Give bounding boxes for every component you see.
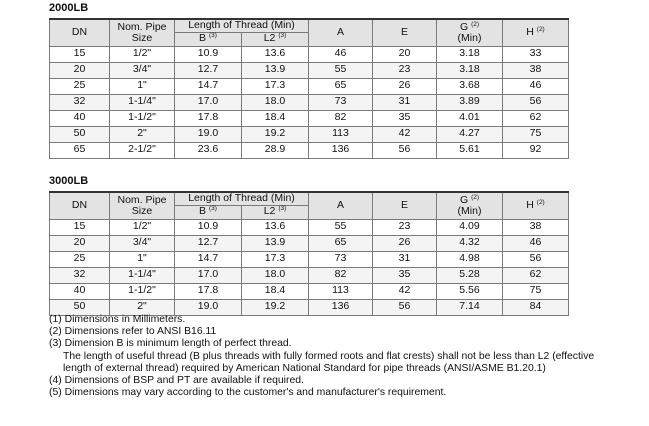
header-g-sub: (Min) xyxy=(457,204,482,217)
cell-nom-pipe-size: 2-1/2" xyxy=(110,142,175,158)
cell-e: 31 xyxy=(373,251,437,267)
cell-g: 3.18 xyxy=(437,62,503,78)
header-h-label: H xyxy=(526,199,534,212)
spec-table-3000lb xyxy=(49,191,569,316)
cell-g: 5.56 xyxy=(437,283,503,299)
cell-l2: 13.9 xyxy=(242,62,309,78)
cell-b: 10.9 xyxy=(175,219,242,235)
table-row xyxy=(50,94,569,110)
cell-nom-pipe-size: 3/4" xyxy=(110,62,175,78)
section-title-3000lb: 3000LB xyxy=(49,175,89,187)
cell-dn: 40 xyxy=(50,283,110,299)
cell-a: 113 xyxy=(309,283,373,299)
cell-e: 35 xyxy=(373,110,437,126)
cell-nom-pipe-size: 1-1/2" xyxy=(110,110,175,126)
header-dn: DN xyxy=(50,192,110,219)
header-b xyxy=(175,32,242,46)
cell-e: 26 xyxy=(373,78,437,94)
cell-e: 23 xyxy=(373,219,437,235)
footnotes xyxy=(49,314,609,399)
header-a: A xyxy=(309,19,373,46)
header-g-note: (2) xyxy=(471,20,480,28)
cell-l2: 17.3 xyxy=(242,251,309,267)
cell-b: 19.0 xyxy=(175,299,242,315)
header-g-sub: (Min) xyxy=(457,31,482,44)
cell-dn: 15 xyxy=(50,46,110,62)
cell-h: 84 xyxy=(503,299,569,315)
cell-g: 4.09 xyxy=(437,219,503,235)
header-e: E xyxy=(373,192,437,219)
cell-e: 56 xyxy=(373,299,437,315)
header-e: E xyxy=(373,19,437,46)
cell-a: 65 xyxy=(309,78,373,94)
spec-table-2000lb xyxy=(49,18,569,159)
cell-a: 65 xyxy=(309,235,373,251)
cell-e: 31 xyxy=(373,94,437,110)
cell-l2: 17.3 xyxy=(242,78,309,94)
cell-g: 3.89 xyxy=(437,94,503,110)
cell-a: 46 xyxy=(309,46,373,62)
cell-g: 4.27 xyxy=(437,126,503,142)
cell-a: 73 xyxy=(309,251,373,267)
header-length-of-thread: Length of Thread (Min) xyxy=(175,19,309,32)
cell-e: 42 xyxy=(373,126,437,142)
cell-b: 17.0 xyxy=(175,267,242,283)
table-row xyxy=(50,78,569,94)
cell-a: 113 xyxy=(309,126,373,142)
cell-dn: 20 xyxy=(50,235,110,251)
cell-l2: 18.4 xyxy=(242,110,309,126)
table-row xyxy=(50,251,569,267)
cell-h: 46 xyxy=(503,235,569,251)
cell-dn: 25 xyxy=(50,78,110,94)
header-h-note: (2) xyxy=(536,199,545,207)
cell-dn: 50 xyxy=(50,299,110,315)
cell-b: 10.9 xyxy=(175,46,242,62)
header-l2 xyxy=(242,32,309,46)
cell-b: 14.7 xyxy=(175,78,242,94)
cell-b: 17.0 xyxy=(175,94,242,110)
cell-b: 17.8 xyxy=(175,283,242,299)
header-b xyxy=(175,205,242,219)
cell-g: 3.68 xyxy=(437,78,503,94)
cell-e: 23 xyxy=(373,62,437,78)
header-h xyxy=(503,192,569,219)
cell-b: 12.7 xyxy=(175,235,242,251)
table-row xyxy=(50,62,569,78)
footnote-2: (2) Dimensions refer to ANSI B16.11 xyxy=(49,326,217,338)
header-l2 xyxy=(242,205,309,219)
cell-g: 4.01 xyxy=(437,110,503,126)
cell-b: 14.7 xyxy=(175,251,242,267)
header-g xyxy=(437,19,503,46)
cell-nom-pipe-size: 2" xyxy=(110,299,175,315)
cell-a: 82 xyxy=(309,267,373,283)
cell-h: 46 xyxy=(503,78,569,94)
cell-h: 92 xyxy=(503,142,569,158)
header-b-label: B xyxy=(199,32,207,45)
cell-h: 62 xyxy=(503,110,569,126)
cell-nom-pipe-size: 1/2" xyxy=(110,219,175,235)
cell-nom-pipe-size: 1" xyxy=(110,251,175,267)
cell-b: 23.6 xyxy=(175,142,242,158)
cell-a: 55 xyxy=(309,62,373,78)
cell-b: 12.7 xyxy=(175,62,242,78)
table-row xyxy=(50,299,569,315)
table-row xyxy=(50,283,569,299)
header-g-label: G xyxy=(459,193,469,206)
cell-b: 19.0 xyxy=(175,126,242,142)
cell-dn: 50 xyxy=(50,126,110,142)
cell-b: 17.8 xyxy=(175,110,242,126)
table-row xyxy=(50,142,569,158)
cell-l2: 18.0 xyxy=(242,267,309,283)
cell-e: 35 xyxy=(373,267,437,283)
cell-dn: 32 xyxy=(50,94,110,110)
table-row xyxy=(50,267,569,283)
header-l2-note: (3) xyxy=(278,205,287,213)
cell-nom-pipe-size: 1-1/2" xyxy=(110,283,175,299)
cell-dn: 65 xyxy=(50,142,110,158)
cell-l2: 13.9 xyxy=(242,235,309,251)
section-title-2000lb: 2000LB xyxy=(49,2,89,14)
cell-l2: 19.2 xyxy=(242,126,309,142)
header-h-label: H xyxy=(526,26,534,39)
cell-l2: 18.4 xyxy=(242,283,309,299)
table-row xyxy=(50,126,569,142)
cell-nom-pipe-size: 1" xyxy=(110,78,175,94)
cell-a: 82 xyxy=(309,110,373,126)
header-h-note: (2) xyxy=(536,26,545,34)
cell-a: 55 xyxy=(309,219,373,235)
cell-g: 3.18 xyxy=(437,46,503,62)
cell-dn: 20 xyxy=(50,62,110,78)
cell-g: 5.28 xyxy=(437,267,503,283)
cell-l2: 13.6 xyxy=(242,46,309,62)
cell-e: 56 xyxy=(373,142,437,158)
cell-e: 20 xyxy=(373,46,437,62)
footnote-4: (4) Dimensions of BSP and PT are available if required. xyxy=(49,375,304,387)
header-l2-label: L2 xyxy=(263,32,276,45)
cell-l2: 19.2 xyxy=(242,299,309,315)
cell-nom-pipe-size: 3/4" xyxy=(110,235,175,251)
cell-a: 136 xyxy=(309,142,373,158)
table-row xyxy=(50,219,569,235)
cell-dn: 40 xyxy=(50,110,110,126)
footnote-3: (3) Dimension B is minimum length of perfect thread. xyxy=(49,338,292,350)
header-g-note: (2) xyxy=(471,193,480,201)
cell-a: 136 xyxy=(309,299,373,315)
cell-nom-pipe-size: 2" xyxy=(110,126,175,142)
cell-a: 73 xyxy=(309,94,373,110)
cell-g: 7.14 xyxy=(437,299,503,315)
table-body-2000lb xyxy=(50,46,569,158)
cell-l2: 18.0 xyxy=(242,94,309,110)
header-a: A xyxy=(309,192,373,219)
header-g xyxy=(437,192,503,219)
cell-h: 75 xyxy=(503,126,569,142)
footnote-5: (5) Dimensions may vary according to the customer's and manufacturer's requirement. xyxy=(49,387,447,399)
header-b-label: B xyxy=(199,205,207,218)
cell-nom-pipe-size: 1-1/4" xyxy=(110,94,175,110)
header-nom-pipe-size: Nom. Pipe Size xyxy=(110,192,175,219)
cell-dn: 32 xyxy=(50,267,110,283)
cell-g: 4.32 xyxy=(437,235,503,251)
footnote-3-detail: The length of useful thread (B plus threads with fully formed roots and flat crests) shall not be less than L2 (effective length of external thread) required by American National Standard for pipe threads (ANSI/ASME B1.20.1) xyxy=(63,350,595,374)
header-g-label: G xyxy=(459,20,469,33)
cell-l2: 13.6 xyxy=(242,219,309,235)
footnote-1: (1) Dimensions in Millimeters. xyxy=(49,314,186,325)
header-b-note: (3) xyxy=(208,32,217,40)
cell-g: 4.98 xyxy=(437,251,503,267)
cell-nom-pipe-size: 1/2" xyxy=(110,46,175,62)
cell-h: 62 xyxy=(503,267,569,283)
cell-nom-pipe-size: 1-1/4" xyxy=(110,267,175,283)
header-length-of-thread: Length of Thread (Min) xyxy=(175,192,309,205)
cell-dn: 25 xyxy=(50,251,110,267)
header-l2-label: L2 xyxy=(263,205,276,218)
header-l2-note: (3) xyxy=(278,32,287,40)
table-row xyxy=(50,46,569,62)
header-h xyxy=(503,19,569,46)
header-dn: DN xyxy=(50,19,110,46)
cell-h: 56 xyxy=(503,94,569,110)
cell-e: 26 xyxy=(373,235,437,251)
header-b-note: (3) xyxy=(208,205,217,213)
cell-h: 33 xyxy=(503,46,569,62)
cell-dn: 15 xyxy=(50,219,110,235)
cell-h: 38 xyxy=(503,62,569,78)
header-nom-pipe-size: Nom. Pipe Size xyxy=(110,19,175,46)
cell-h: 75 xyxy=(503,283,569,299)
cell-g: 5.61 xyxy=(437,142,503,158)
cell-h: 56 xyxy=(503,251,569,267)
table-row xyxy=(50,110,569,126)
cell-e: 42 xyxy=(373,283,437,299)
cell-l2: 28.9 xyxy=(242,142,309,158)
table-row xyxy=(50,235,569,251)
cell-h: 38 xyxy=(503,219,569,235)
table-body-3000lb xyxy=(50,219,569,315)
